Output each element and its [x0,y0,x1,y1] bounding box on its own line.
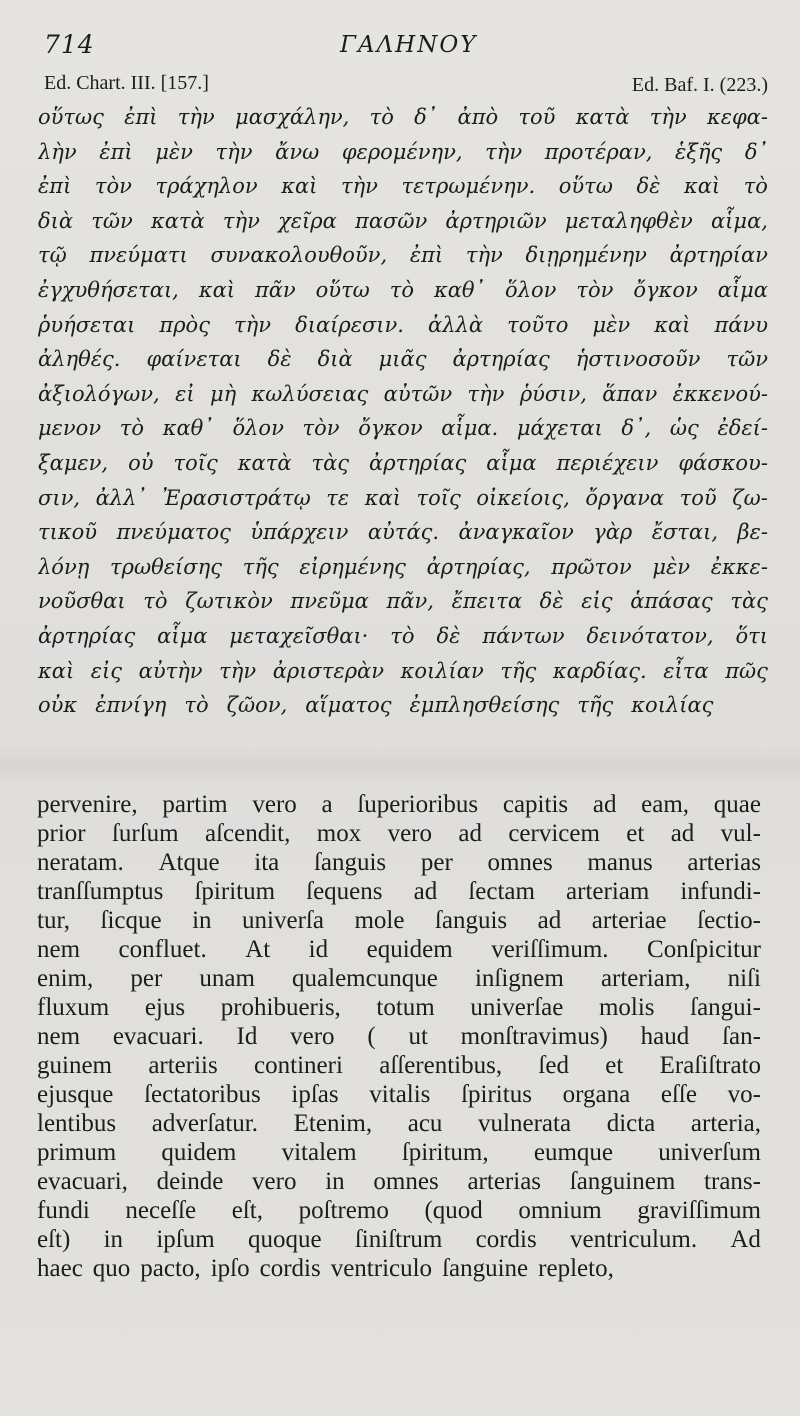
greek-line: λόνῃ τρωθείσης τῆς εἰρημένης ἀρτηρίας, πρῶτον μὲν ἐκκε- [38,554,768,579]
show-through-bleed [0,745,800,785]
running-title: ΓΑΛΗΝΟΥ [340,32,478,58]
latin-line: tranſſumptus ſpiritum ſequens ad ſectam arteriam infundi- [37,878,761,905]
edition-reference-chartier: Ed. Chart. III. [157.] [44,72,209,94]
greek-line: ἀρτηρίας αἷμα μεταχεῖσθαι· τὸ δὲ πάντων δεινότατον, ὅτι [38,623,768,648]
greek-line: ἐπὶ τὸν τράχηλον καὶ τὴν τετρωμένην. οὕτω δὲ καὶ τὸ [38,174,768,199]
greek-line: μενον τὸ καθ᾽ ὅλον τὸν ὄγκον αἷμα. μάχεται δ᾽, ὡς ἐδεί- [38,416,768,441]
latin-line: evacuari, deinde vero in omnes arterias ſanguinem trans- [37,1168,761,1195]
greek-line: σιν, ἀλλ᾽ Ἐρασιστράτῳ τε καὶ τοῖς οἰκείοις, ὄργανα τοῦ ζω- [38,485,768,510]
greek-line: ξαμεν, οὐ τοῖς κατὰ τὰς ἀρτηρίας αἷμα περιέχειν φάσκου- [38,450,768,475]
latin-line: nem evacuari. Id vero ( ut monſtravimus) haud ſan- [37,1023,761,1050]
greek-line: οὕτως ἐπὶ τὴν μασχάλην, τὸ δ᾽ ἀπὸ τοῦ κατὰ τὴν κεφα- [38,105,768,129]
latin-line: eſt) in ipſum quoque ſiniſtrum cordis ventriculum. Ad [37,1226,761,1253]
latin-line: neratam. Atque ita ſanguis per omnes manus arterias [37,849,761,876]
greek-text-block [38,100,768,723]
latin-line: lentibus adverſatur. Etenim, acu vulnerata dicta arteria, [37,1110,761,1137]
latin-line: tur, ſicque in univerſa mole ſanguis ad arteriae ſectio- [37,907,761,934]
latin-line: fundi neceſſe eſt, poſtremo (quod omnium graviſſimum [37,1197,761,1224]
latin-line: pervenire, partim vero a ſuperioribus capitis ad eam, quae [37,791,761,818]
greek-line: ἀληθές. φαίνεται δὲ διὰ μιᾶς ἀρτηρίας ἡστινοσοῦν τῶν [38,347,768,372]
greek-line: τῷ πνεύματι συνακολουθοῦν, ἐπὶ τὴν διῃρημένην ἀρτηρίαν [38,243,768,268]
latin-line: fluxum ejus prohibueris, totum univerſae molis ſangui- [37,994,761,1021]
latin-line: primum quidem vitalem ſpiritum, eumque univerſum [37,1139,761,1166]
edition-reference-basel: Ed. Baf. I. (223.) [631,74,768,96]
greek-line: ῥυήσεται πρὸς τὴν διαίρεσιν. ἀλλὰ τοῦτο μὲν καὶ πάνυ [38,312,768,337]
page-header [0,0,800,110]
greek-line: διὰ τῶν κατὰ τὴν χεῖρα πασῶν ἀρτηριῶν μεταληφθὲν αἷμα, [38,208,768,233]
latin-line: ejusque ſectatoribus ipſas vitalis ſpiritus organa eſſe vo- [37,1081,761,1108]
latin-text-block [37,790,761,1283]
latin-line: nem confluet. At id equidem veriſſimum. Conſpicitur [37,936,761,963]
greek-line: λὴν ἐπὶ μὲν τὴν ἄνω φερομένην, τὴν προτέραν, ἑξῆς δ᾽ [38,139,768,164]
greek-line: καὶ εἰς αὐτὴν τὴν ἀριστερὰν κοιλίαν τῆς καρδίας. εἶτα πῶς [38,658,768,683]
latin-line: enim, per unam qualemcunque inſignem arteriam, niſi [37,965,761,992]
page-number: 714 [44,30,95,59]
greek-line: νοῦσθαι τὸ ζωτικὸν πνεῦμα πᾶν, ἔπειτα δὲ εἰς ἁπάσας τὰς [38,589,768,614]
latin-line: haec quo pacto, ipſo cordis ventriculo ſanguine repleto, [37,1255,614,1282]
greek-line: ἀξιολόγων, εἰ μὴ κωλύσειας αὐτῶν τὴν ῥύσιν, ἅπαν ἐκκενού- [38,381,768,406]
greek-line: οὐκ ἐπνίγη τὸ ζῶον, αἵματος ἐμπλησθείσης τῆς κοιλίας [38,693,714,718]
latin-line: prior ſurſum aſcendit, mox vero ad cervicem et ad vul- [37,820,761,847]
latin-line: guinem arteriis contineri aſſerentibus, ſed et Eraſiſtrato [37,1052,761,1079]
greek-line: τικοῦ πνεύματος ὑπάρχειν αὐτάς. ἀναγκαῖον γὰρ ἔσται, βε- [38,520,768,545]
greek-line: ἐγχυθήσεται, καὶ πᾶν οὕτω τὸ καθ᾽ ὅλον τὸν ὄγκον αἷμα [38,277,768,302]
